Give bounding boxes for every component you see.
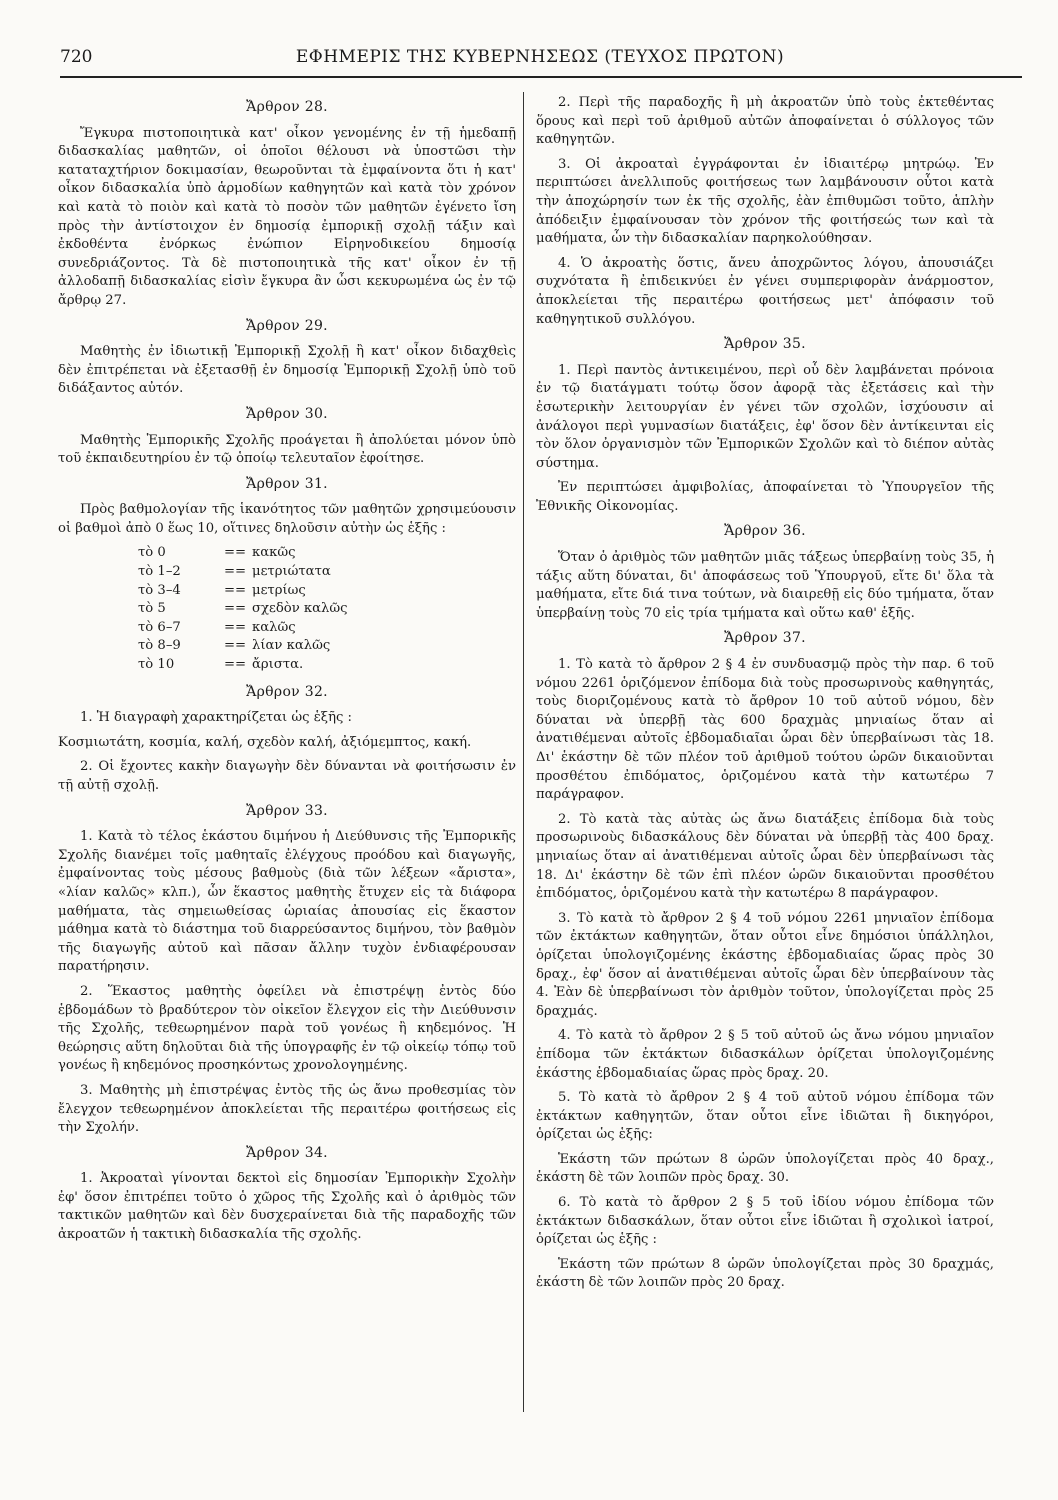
grade-row — [138, 637, 516, 656]
article-33-paragraph-2: 2. Ἕκαστος μαθητὴς ὀφείλει νὰ ἐπιστρέψῃ ἐντὸς δύο ἑβδομάδων τὸ βραδύτερον τὸν οἰκεῖον ἔλεγχον εἰς τὴν Διεύθυνσιν τῆς Σχολῆς, τεθεωρημένον παρὰ τοῦ γονέως ἢ κηδεμόνος. Ἡ θεώρησις αὕτη δηλοῦται διὰ τῆς ὑπογραφῆς ἐν τῷ οἰκείῳ τόπῳ τοῦ γονέως ἢ κηδεμόνος προσηκόντως χρονολογημένης. — [58, 983, 516, 1074]
grade-equals: == — [223, 582, 247, 598]
article-29-paragraph: Μαθητὴς ἐν ἰδιωτικῇ Ἐμπορικῇ Σχολῇ ἢ κατ' οἶκον διδαχθεὶς δὲν ἐπιτρέπεται νὰ ἐξετασθῇ ἐν δημοσίᾳ Ἐμπορικῇ Σχολῇ ὑπὸ τοῦ διδάξαντος αὐτόν. — [58, 344, 516, 397]
article-32-paragraph-1: 1. Ἡ διαγραφὴ χαρακτηρίζεται ὡς ἑξῆς : — [80, 710, 352, 726]
grade-row — [138, 544, 516, 563]
article-34-paragraph-1: 1. Ἀκροαταὶ γίνονται δεκτοὶ εἰς δημοσίαν Ἐμπορικὴν Σχολὴν ἐφ' ὅσον ἐπιτρέπει τοῦτο ὁ χῶρος τῆς Σχολῆς καὶ ὁ ἀριθμὸς τῶν τακτικῶν μαθητῶν καὶ δὲν δυσχεραίνεται διὰ τῆς παραδοχῆς τῶν ἀκροατῶν ἡ τακτικὴ διδασκαλία τῆς σχολῆς. — [58, 1171, 516, 1243]
grade-code: τὸ 1–2 — [138, 564, 181, 580]
article-31-paragraph: Πρὸς βαθμολογίαν τῆς ἱκανότητος τῶν μαθητῶν χρησιμεύουσιν οἱ βαθμοὶ ἀπὸ 0 ἕως 10, οἵτινες δηλοῦσιν αὐτὴν ὡς ἑξῆς : — [58, 502, 516, 536]
article-34-paragraph-2: 2. Περὶ τῆς παραδοχῆς ἢ μὴ ἀκροατῶν ὑπὸ τοὺς ἐκτεθέντας ὅρους καὶ περὶ τοῦ ἀριθμοῦ αὐτῶν ἀποφαίνεται ὁ σύλλογος τῶν καθηγητῶν. — [536, 95, 994, 148]
grade-equals: == — [223, 564, 247, 580]
column-divider — [523, 92, 524, 1412]
left-column — [58, 94, 516, 1251]
grade-equals: == — [223, 657, 247, 673]
article-37-paragraph-6: 6. Τὸ κατὰ τὸ ἄρθρον 2 § 5 τοῦ ἰδίου νόμου ἐπίδομα τῶν ἐκτάκτων διδασκάλων, ὅταν οὗτοι εἶνε ἰδιῶται ἢ σχολικοὶ ἰατροί, ὁρίζεται ὡς ἑξῆς : — [536, 1195, 994, 1248]
article-34-paragraph-3: 3. Οἱ ἀκροαταὶ ἐγγράφονται ἐν ἰδιαιτέρῳ μητρώῳ. Ἐν περιπτώσει ἀνελλιποῦς φοιτήσεως των λαμβάνουσιν οὗτοι κατὰ τὴν ἀποχώρησίν των ἐκ τῆς σχολῆς, ἐὰν ἐπιθυμῶσι τοῦτο, ἁπλὴν ἀπόδειξιν ἐμφαίνουσαν τὸν χρόνον τῆς φοιτήσεώς των καὶ τὰ μαθήματα, ὧν τὴν διδασκαλίαν παρηκολούθησαν. — [536, 156, 994, 247]
grade-text: μετρίως — [252, 582, 306, 598]
grade-code: τὸ 3–4 — [138, 582, 181, 598]
article-37-title: Ἄρθρον 37. — [724, 630, 806, 647]
article-36-title: Ἄρθρον 36. — [724, 523, 806, 540]
article-33-paragraph-3: 3. Μαθητὴς μὴ ἐπιστρέψας ἐντὸς τῆς ὡς ἄνω προθεσμίας τὸν ἔλεγχον τεθεωρημένον ἀποκλείεται τῆς περαιτέρω φοιτήσεως εἰς τὴν Σχολήν. — [58, 1082, 516, 1136]
article-36-paragraph: Ὅταν ὁ ἀριθμὸς τῶν μαθητῶν μιᾶς τάξεως ὑπερβαίνῃ τοὺς 35, ἡ τάξις αὕτη δύναται, δι' ἀποφάσεως τοῦ Ὑπουργοῦ, εἴτε δι' ὅλα τὰ μαθήματα, εἴτε διά τινα τούτων, νὰ διαιρεθῇ εἰς δύο τμήματα, ὅταν ὑπερβαίνῃ τοὺς 70 εἰς τρία τμήματα καὶ οὕτω καθ' ἑξῆς. — [536, 550, 994, 621]
grade-row — [138, 619, 516, 638]
grade-code: τὸ 5 — [138, 601, 166, 617]
grade-equals: == — [223, 619, 247, 635]
article-32-title: Ἄρθρον 32. — [246, 683, 328, 700]
grade-row — [138, 656, 516, 675]
right-column — [536, 94, 994, 1299]
article-30-title: Ἄρθρον 30. — [246, 405, 328, 422]
article-29-title: Ἄρθρον 29. — [246, 317, 328, 334]
grade-equals: == — [223, 545, 247, 561]
grade-row — [138, 582, 516, 601]
grade-text: ἄριστα. — [252, 657, 304, 673]
article-35-paragraph-2: Ἐν περιπτώσει ἀμφιβολίας, ἀποφαίνεται τὸ Ὑπουργεῖον τῆς Ἐθνικῆς Οἰκονομίας. — [536, 480, 994, 514]
page-header — [60, 40, 1020, 74]
grade-text: καλῶς — [252, 619, 296, 635]
grade-equals: == — [223, 601, 247, 617]
article-37-paragraph-2: 2. Τὸ κατὰ τὰς αὐτὰς ὡς ἄνω διατάξεις ἐπίδομα διὰ τοὺς προσωρινοὺς διδασκάλους δὲν δύναται νὰ ὑπερβῇ τὰς 400 δραχ. μηνιαίως ὅταν αἱ ἀνατιθέμεναι αὐτοῖς ὧραι δὲν ὑπερβαίνωσι τὰς 18. Δι' ἑκάστην δὲ τῶν ἐπὶ πλέον ὡρῶν δικαιοῦνται προσθέτου ἐπιδόματος, ὁριζομένου κατὰ τὴν κατωτέρω 8 παράγραφον. — [536, 811, 994, 902]
article-37-paragraph-5-rates: Ἑκάστη τῶν πρώτων 8 ὡρῶν ὑπολογίζεται πρὸς 40 δραχ., ἑκάστη δὲ τῶν λοιπῶν πρὸς δραχ. 30. — [536, 1151, 994, 1186]
article-37-paragraph-3: 3. Τὸ κατὰ τὸ ἄρθρον 2 § 4 τοῦ νόμου 2261 μηνιαῖον ἐπίδομα τῶν ἐκτάκτων καθηγητῶν, ὅταν οὗτοι εἶνε δημόσιοι ὑπάλληλοι, ὁρίζεται ὑπολογιζομένης ἑκάστης ἑβδομαδιαίας ὥρας πρὸς 30 δραχ., ἐφ' ὅσον αἱ ἀνατιθέμεναι αὐτοῖς ὧραι δὲν ὑπερβαίνουν τὰς 4. Ἐὰν δὲ ὑπερβαίνωσι τὸν ἀριθμὸν τοῦτον, ὑπολογίζεται πρὸς 25 δραχμάς. — [536, 910, 994, 1019]
page-number: 720 — [60, 47, 93, 67]
article-32-paragraph-2: 2. Οἱ ἔχοντες κακὴν διαγωγὴν δὲν δύνανται νὰ φοιτήσωσιν ἐν τῇ αὐτῇ σχολῇ. — [58, 759, 516, 793]
article-37-paragraph-1: 1. Τὸ κατὰ τὸ ἄρθρον 2 § 4 ἐν συνδυασμῷ πρὸς τὴν παρ. 6 τοῦ νόμου 2261 ὁριζόμενον ἐπίδομα διὰ τοὺς προσωρινοὺς καθηγητάς, τοὺς διοριζομένους κατὰ τὸ ἄρθρον 10 τοῦ αὐτοῦ νόμου, δὲν δύναται νὰ ὑπερβῇ τὰς 600 δραχμὰς μηνιαίως ὅταν αἱ ἀνατιθέμεναι αὐτοῖς ἑβδομαδιαῖαι ὧραι δὲν ὑπερβαίνωσι τὰς 18. Δι' ἑκάστην δὲ τῶν πλέον τοῦ ἀριθμοῦ τούτου ὡρῶν δικαιοῦνται προσθέτου ἐπιδόματος, ὁριζομένου κατὰ τὴν κατωτέρω 7 παράγραφον. — [536, 657, 994, 803]
article-31-title: Ἄρθρον 31. — [246, 475, 328, 492]
article-35-title: Ἄρθρον 35. — [724, 336, 806, 353]
article-28-paragraph: Ἔγκυρα πιστοποιητικὰ κατ' οἶκον γενομένης ἐν τῇ ἡμεδαπῇ διδασκαλίας μαθητῶν, οἱ ὁποῖοι θέλουσι νὰ ὑποστῶσι τὴν καταταχτήριον δοκιμασίαν, θεωροῦνται τὰ ἐμφαίνοντα ὅτι ἡ κατ' οἶκον διδασκαλία ὑπὸ ἁρμοδίων καθηγητῶν καὶ κατὰ τὸν χρόνον καὶ κατὰ τὸ ποιὸν καὶ κατὰ τὸ ποσὸν τῶν μαθητῶν ἐγένετο ἴση πρὸς τὴν ἀντίστοιχον ἐν δημοσίᾳ ἐμπορικῇ σχολῇ τάξιν καὶ ἐκδοθέντα ἐνόρκως ἐνώπιον Εἰρηνοδικείου δημοσίᾳ συνεδριάζοντος. Τὰ δὲ πιστοποιητικὰ τῆς κατ' οἶκον ἐν τῇ ἀλλοδαπῇ διδασκαλίας εἰσὶν ἔγκυρα ἂν ὦσι κεκυρωμένα ὡς ἐν τῷ ἄρθρῳ 27. — [58, 125, 516, 308]
grade-text: σχεδὸν καλῶς — [252, 601, 348, 617]
article-35-paragraph-1: 1. Περὶ παντὸς ἀντικειμένου, περὶ οὗ δὲν λαμβάνεται πρόνοια ἐν τῷ διατάγματι τούτῳ ὅσον ἀφορᾷ τὰς ἐξετάσεις καὶ τὴν ἐσωτερικὴν λειτουργίαν ἐν γένει τῶν σχολῶν, ἰσχύουσιν αἱ ἀνάλογοι περὶ γυμνασίων διατάξεις, ἐφ' ὅσον δὲν ἀντίκεινται εἰς τὸν ὅλον ὀργανισμὸν τῶν Ἐμπορικῶν Σχολῶν καὶ τὸ διέπον αὐτὰς σύστημα. — [536, 362, 994, 471]
grade-code: τὸ 6–7 — [138, 619, 181, 635]
grade-text: λίαν καλῶς — [252, 638, 331, 654]
article-33-title: Ἄρθρον 33. — [246, 802, 328, 819]
grade-text: κακῶς — [252, 545, 296, 561]
grade-code: τὸ 10 — [138, 657, 175, 673]
grade-code: τὸ 8–9 — [138, 638, 181, 654]
article-37-paragraph-6-rates: Ἑκάστη τῶν πρώτων 8 ὡρῶν ὑπολογίζεται πρὸς 30 δραχμάς, ἑκάστη δὲ τῶν λοιπῶν πρὸς 20 δραχ. — [536, 1256, 994, 1291]
running-title: ΕΦΗΜΕΡΙΣ ΤΗΣ ΚΥΒΕΡΝΗΣΕΩΣ (ΤΕΥΧΟΣ ΠΡΩΤΟΝ) — [295, 47, 785, 67]
grade-equals: == — [223, 638, 247, 654]
article-37-paragraph-4: 4. Τὸ κατὰ τὸ ἄρθρον 2 § 5 τοῦ αὐτοῦ ὡς ἄνω νόμου μηνιαῖον ἐπίδομα τῶν ἐκτάκτων διδασκάλων ὁρίζεται ὑπολογιζομένης ἑκάστης ἑβδομαδιαίας ὥρας πρὸς δραχ. 20. — [536, 1028, 994, 1081]
article-33-paragraph-1: 1. Κατὰ τὸ τέλος ἑκάστου διμήνου ἡ Διεύθυνσις τῆς Ἐμπορικῆς Σχολῆς διανέμει τοῖς μαθηταῖς ἐλέγχους προόδου καὶ διαγωγῆς, ἐμφαίνοντας τοὺς μέσους βαθμοὺς (διὰ τῶν λέξεων «ἄριστα», «λίαν καλῶς» κλπ.), ὧν ἕκαστος μαθητὴς ἔτυχεν εἰς τὰ διάφορα μαθήματα, τὰς σημειωθείσας ὡριαίας ἀπουσίας εἰς ἕκαστον μάθημα κατὰ τὸ διάστημα τοῦ διαρρεύσαντος διμήνου, τὸν βαθμὸν τῆς διαγωγῆς αὐτοῦ καὶ πᾶσαν ἄλλην τυχὸν ἐνδιαφέρουσαν παρατήρησιν. — [58, 829, 516, 975]
grade-row — [138, 563, 516, 582]
article-37-paragraph-5: 5. Τὸ κατὰ τὸ ἄρθρον 2 § 4 τοῦ αὐτοῦ νόμου ἐπίδομα τῶν ἐκτάκτων καθηγητῶν, ὅταν οὗτοι εἶνε ἰδιῶται ἢ δικηγόροι, ὁρίζεται ὡς ἑξῆς: — [536, 1090, 994, 1143]
grade-text: μετριώτατα — [252, 564, 331, 580]
grade-scale-list — [58, 544, 516, 674]
article-28-title: Ἄρθρον 28. — [246, 99, 328, 115]
article-30-paragraph: Μαθητὴς Ἐμπορικῆς Σχολῆς προάγεται ἢ ἀπολύεται μόνον ὑπὸ τοῦ ἐκπαιδευτηρίου ἐν τῷ ὁποίῳ τελευταῖον ἐφοίτησε. — [58, 432, 516, 467]
grade-row — [138, 600, 516, 619]
grade-code: τὸ 0 — [138, 545, 166, 561]
header-rule — [60, 76, 1022, 78]
article-34-paragraph-4: 4. Ὁ ἀκροατὴς ὅστις, ἄνευ ἀποχρῶντος λόγου, ἀπουσιάζει συχνότατα ἢ ἐπιδεικνύει ἐν γένει συμπεριφορὰν ἀνάρμοστον, ἀποκλείεται τῆς περαιτέρω φοιτήσεως μετ' ἀπόφασιν τοῦ καθηγητικοῦ συλλόγου. — [536, 255, 994, 327]
article-34-title: Ἄρθρον 34. — [246, 1144, 328, 1161]
article-32-conduct-grades: Κοσμιωτάτη, κοσμία, καλή, σχεδὸν καλή, ἀξιόμεμπτος, κακή. — [58, 734, 472, 750]
